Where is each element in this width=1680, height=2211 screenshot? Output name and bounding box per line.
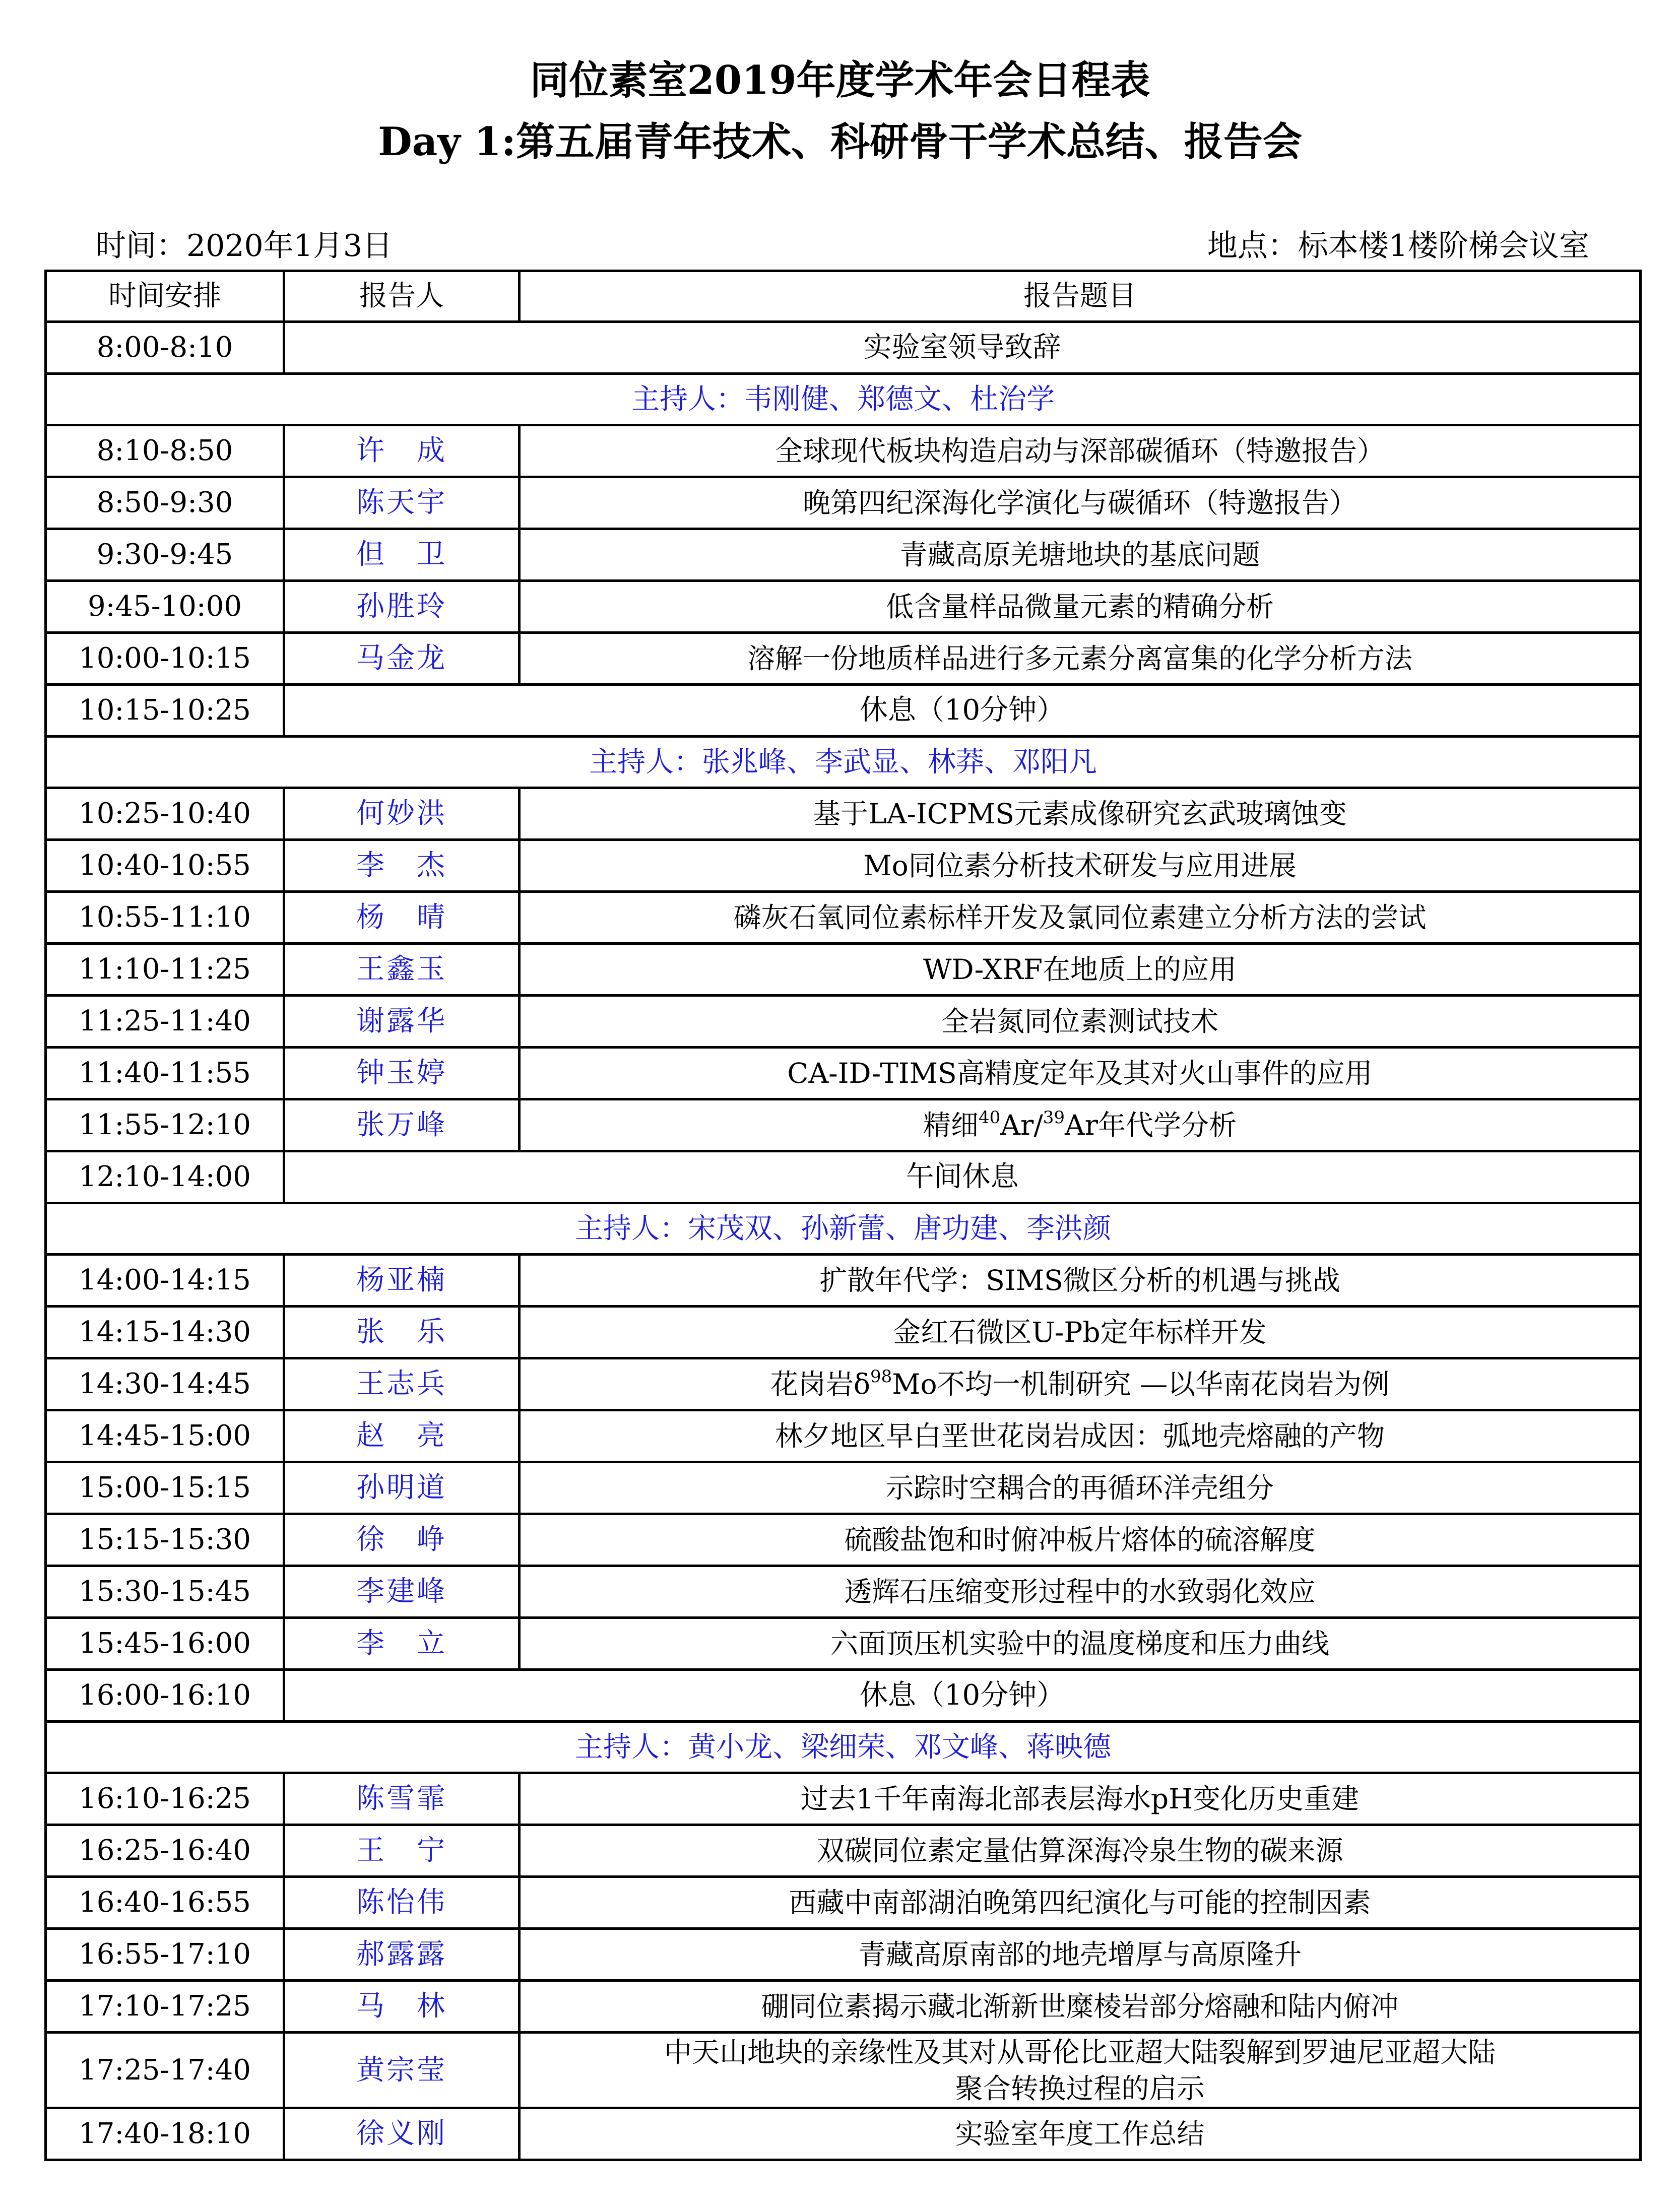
time-cell: 8:10-8:50 <box>46 425 284 477</box>
time-cell: 15:00-15:15 <box>46 1462 284 1514</box>
session-item: 实验室领导致辞 <box>284 322 1641 374</box>
session-item: 午间休息 <box>284 1151 1641 1203</box>
time-cell: 15:15-15:30 <box>46 1514 284 1566</box>
table-row-host <box>46 1203 1641 1255</box>
meeting-place: 地点：标本楼1楼阶梯会议室 <box>1207 228 1589 264</box>
schedule-body <box>46 322 1641 2160</box>
topic-cell: 过去1千年南海北部表层海水pH变化历史重建 <box>520 1773 1641 1825</box>
host-line: 主持人：张兆峰、李武显、林莽、邓阳凡 <box>46 737 1641 788</box>
topic-cell: 示踪时空耦合的再循环洋壳组分 <box>520 1462 1641 1514</box>
time-cell: 8:00-8:10 <box>46 322 284 374</box>
table-row-talk <box>46 892 1641 944</box>
table-row-host <box>46 1722 1641 1773</box>
speaker-cell: 赵 亮 <box>284 1410 520 1462</box>
table-row-talk <box>46 1566 1641 1618</box>
time-cell: 17:40-18:10 <box>46 2108 284 2160</box>
speaker-cell: 李建峰 <box>284 1566 520 1618</box>
time-cell: 9:30-9:45 <box>46 529 284 581</box>
time-cell: 16:00-16:10 <box>46 1670 284 1722</box>
speaker-cell: 孙明道 <box>284 1462 520 1514</box>
table-row-talk <box>46 633 1641 685</box>
topic-text-line: 中天山地块的亲缘性及其对从哥伦比亚超大陆裂解到罗迪尼亚超大陆 <box>664 2036 1496 2068</box>
speaker-cell: 杨亚楠 <box>284 1255 520 1307</box>
topic-cell: 溶解一份地质样品进行多元素分离富集的化学分析方法 <box>520 633 1641 685</box>
time-cell: 10:40-10:55 <box>46 840 284 892</box>
column-header-topic: 报告题目 <box>520 271 1641 322</box>
time-cell: 17:10-17:25 <box>46 1981 284 2033</box>
isotope-mass-superscript: 98 <box>870 1366 892 1387</box>
time-cell: 15:30-15:45 <box>46 1566 284 1618</box>
time-cell: 16:10-16:25 <box>46 1773 284 1825</box>
topic-cell: CA-ID-TIMS高精度定年及其对火山事件的应用 <box>520 1048 1641 1099</box>
topic-cell <box>520 2033 1641 2108</box>
time-cell: 9:45-10:00 <box>46 581 284 633</box>
speaker-cell: 徐义刚 <box>284 2108 520 2160</box>
host-line: 主持人：韦刚健、郑德文、杜治学 <box>46 374 1641 425</box>
speaker-cell: 陈怡伟 <box>284 1877 520 1929</box>
table-row-talk <box>46 1048 1641 1099</box>
table-header-row <box>46 271 1641 322</box>
speaker-cell: 李 杰 <box>284 840 520 892</box>
table-row-talk <box>46 1514 1641 1566</box>
time-cell: 11:10-11:25 <box>46 944 284 996</box>
host-line: 主持人：宋茂双、孙新蕾、唐功建、李洪颜 <box>46 1203 1641 1255</box>
topic-text: 精细 <box>923 1109 979 1141</box>
time-cell: 14:30-14:45 <box>46 1358 284 1410</box>
time-cell: 16:40-16:55 <box>46 1877 284 1929</box>
topic-text: Ar/ <box>1000 1109 1043 1141</box>
time-cell: 10:00-10:15 <box>46 633 284 685</box>
table-row-talk2 <box>46 2033 1641 2108</box>
session-item: 休息（10分钟） <box>284 1670 1641 1722</box>
speaker-cell: 但 卫 <box>284 529 520 581</box>
table-row-talk <box>46 1773 1641 1825</box>
topic-cell: 双碳同位素定量估算深海冷泉生物的碳来源 <box>520 1825 1641 1877</box>
isotope-mass-superscript: 40 <box>978 1107 1001 1128</box>
table-row-talk <box>46 840 1641 892</box>
topic-text: 花岗岩δ <box>770 1368 870 1400</box>
topic-cell: WD-XRF在地质上的应用 <box>520 944 1641 996</box>
speaker-cell: 何妙洪 <box>284 788 520 840</box>
meeting-time: 时间：2020年1月3日 <box>96 228 393 264</box>
table-row-talk <box>46 1825 1641 1877</box>
table-row-talk <box>46 944 1641 996</box>
speaker-cell: 李 立 <box>284 1618 520 1670</box>
table-row-talk <box>46 477 1641 529</box>
host-line: 主持人：黄小龙、梁细荣、邓文峰、蒋映德 <box>46 1722 1641 1773</box>
topic-cell: 磷灰石氧同位素标样开发及氯同位素建立分析方法的尝试 <box>520 892 1641 944</box>
table-row-host <box>46 374 1641 425</box>
speaker-cell: 王志兵 <box>284 1358 520 1410</box>
speaker-cell: 马 林 <box>284 1981 520 2033</box>
schedule-table <box>44 270 1642 2161</box>
speaker-cell: 张万峰 <box>284 1099 520 1151</box>
speaker-cell: 马金龙 <box>284 633 520 685</box>
topic-text: Ar年代学分析 <box>1065 1109 1237 1141</box>
topic-cell: 扩散年代学：SIMS微区分析的机遇与挑战 <box>520 1255 1641 1307</box>
topic-cell: 全球现代板块构造启动与深部碳循环（特邀报告） <box>520 425 1641 477</box>
speaker-cell: 张 乐 <box>284 1307 520 1358</box>
time-cell: 15:45-16:00 <box>46 1618 284 1670</box>
time-cell: 14:45-15:00 <box>46 1410 284 1462</box>
time-cell: 11:55-12:10 <box>46 1099 284 1151</box>
table-row-talk <box>46 1358 1641 1410</box>
session-item: 休息（10分钟） <box>284 685 1641 737</box>
topic-cell: 青藏高原羌塘地块的基底问题 <box>520 529 1641 581</box>
time-cell: 14:15-14:30 <box>46 1307 284 1358</box>
speaker-cell: 谢露华 <box>284 996 520 1048</box>
topic-cell: 金红石微区U-Pb定年标样开发 <box>520 1307 1641 1358</box>
table-row-span <box>46 1670 1641 1722</box>
topic-cell: 林夕地区早白垩世花岗岩成因：弧地壳熔融的产物 <box>520 1410 1641 1462</box>
time-cell: 14:00-14:15 <box>46 1255 284 1307</box>
topic-text-line: 聚合转换过程的启示 <box>955 2072 1205 2105</box>
speaker-cell: 陈天宇 <box>284 477 520 529</box>
table-row-talk <box>46 1410 1641 1462</box>
time-cell: 10:25-10:40 <box>46 788 284 840</box>
topic-cell: Mo同位素分析技术研发与应用进展 <box>520 840 1641 892</box>
column-header-time: 时间安排 <box>46 271 284 322</box>
isotope-mass-superscript: 39 <box>1043 1107 1065 1128</box>
topic-cell <box>520 1099 1641 1151</box>
column-header-speaker: 报告人 <box>284 271 520 322</box>
table-row-talk <box>46 1255 1641 1307</box>
time-cell: 8:50-9:30 <box>46 477 284 529</box>
speaker-cell: 陈雪霏 <box>284 1773 520 1825</box>
time-cell: 10:55-11:10 <box>46 892 284 944</box>
topic-cell <box>520 1358 1641 1410</box>
page-subtitle: Day 1:第五届青年技术、科研骨干学术总结、报告会 <box>378 119 1302 165</box>
table-row-span <box>46 322 1641 374</box>
table-row-talk <box>46 1877 1641 1929</box>
speaker-cell: 徐 峥 <box>284 1514 520 1566</box>
table-row-talk <box>46 425 1641 477</box>
topic-cell: 全岩氮同位素测试技术 <box>520 996 1641 1048</box>
table-row-talk <box>46 1307 1641 1358</box>
time-cell: 16:25-16:40 <box>46 1825 284 1877</box>
speaker-cell: 孙胜玲 <box>284 581 520 633</box>
table-row-talk <box>46 1929 1641 1981</box>
time-cell: 17:25-17:40 <box>46 2033 284 2108</box>
speaker-cell: 杨 晴 <box>284 892 520 944</box>
speaker-cell: 许 成 <box>284 425 520 477</box>
table-row-talk <box>46 1618 1641 1670</box>
time-cell: 10:15-10:25 <box>46 685 284 737</box>
topic-cell: 实验室年度工作总结 <box>520 2108 1641 2160</box>
table-row-talk <box>46 581 1641 633</box>
speaker-cell: 王 宁 <box>284 1825 520 1877</box>
topic-cell: 低含量样品微量元素的精确分析 <box>520 581 1641 633</box>
time-cell: 16:55-17:10 <box>46 1929 284 1981</box>
topic-cell: 西藏中南部湖泊晚第四纪演化与可能的控制因素 <box>520 1877 1641 1929</box>
table-row-talk <box>46 529 1641 581</box>
topic-text: Mo不均一机制研究 —以华南花岗岩为例 <box>892 1368 1390 1400</box>
speaker-cell: 王鑫玉 <box>284 944 520 996</box>
table-row-talk <box>46 996 1641 1048</box>
table-row-host <box>46 737 1641 788</box>
speaker-cell: 黄宗莹 <box>284 2033 520 2108</box>
speaker-cell: 钟玉婷 <box>284 1048 520 1099</box>
table-row-talk <box>46 1099 1641 1151</box>
table-row-talk <box>46 1462 1641 1514</box>
table-row-span <box>46 685 1641 737</box>
time-cell: 11:25-11:40 <box>46 996 284 1048</box>
table-row-talk <box>46 2108 1641 2160</box>
topic-cell: 晚第四纪深海化学演化与碳循环（特邀报告） <box>520 477 1641 529</box>
topic-cell: 基于LA-ICPMS元素成像研究玄武玻璃蚀变 <box>520 788 1641 840</box>
topic-cell: 硼同位素揭示藏北渐新世糜棱岩部分熔融和陆内俯冲 <box>520 1981 1641 2033</box>
topic-cell: 透辉石压缩变形过程中的水致弱化效应 <box>520 1566 1641 1618</box>
speaker-cell: 郝露露 <box>284 1929 520 1981</box>
table-row-span <box>46 1151 1641 1203</box>
topic-cell: 青藏高原南部的地壳增厚与高原隆升 <box>520 1929 1641 1981</box>
page-title: 同位素室2019年度学术年会日程表 <box>530 57 1150 103</box>
topic-cell: 硫酸盐饱和时俯冲板片熔体的硫溶解度 <box>520 1514 1641 1566</box>
topic-cell: 六面顶压机实验中的温度梯度和压力曲线 <box>520 1618 1641 1670</box>
time-cell: 11:40-11:55 <box>46 1048 284 1099</box>
table-row-talk <box>46 1981 1641 2033</box>
table-row-talk <box>46 788 1641 840</box>
time-cell: 12:10-14:00 <box>46 1151 284 1203</box>
